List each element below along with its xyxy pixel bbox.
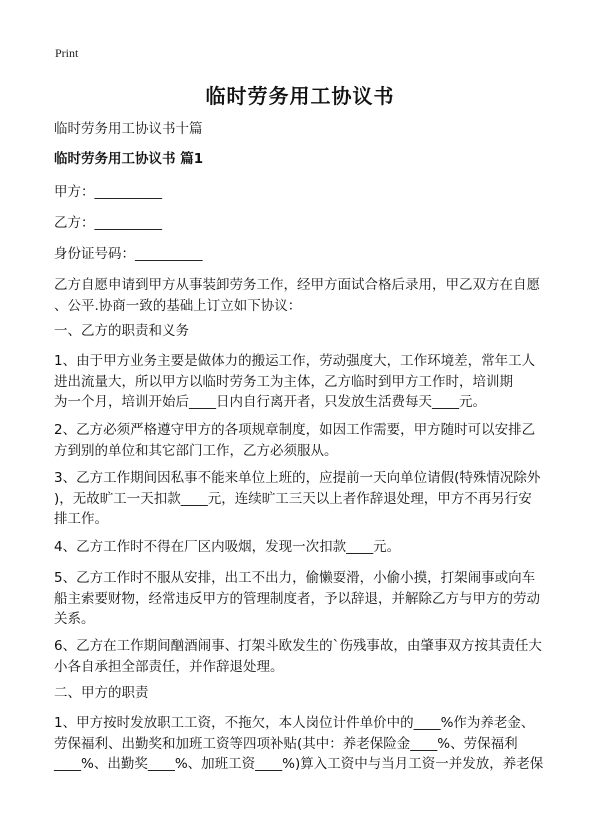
- document-title: 临时劳务用工协议书: [205, 84, 395, 108]
- intro-paragraph: [54, 275, 554, 316]
- clause-3: [54, 468, 554, 530]
- clause-1: [54, 351, 554, 413]
- party-a-field: 甲方：__________: [54, 184, 162, 200]
- clause-line: 方到别的单位和其它部门工作，乙方必须服从。: [54, 442, 338, 459]
- clause-line: ____%、出勤奖____%、加班工资____%)算入工资中与当月工资一并发放，养老保: [54, 756, 544, 772]
- clause-line: 为一个月，培训开始后____日内自行离开者，只发放生活费每天____元。: [54, 394, 486, 410]
- clause-line: 3、乙方工作期间因私事不能来单位上班的，应提前一天向单位请假(特殊情况除外: [54, 470, 541, 486]
- clause-line: 排工作。: [54, 511, 108, 527]
- clause-line: 劳保福利、出勤奖和加班工资等四项补贴(其中：养老保险金____%、劳保福利: [54, 735, 518, 752]
- clause-line: 1、甲方按时发放职工工资，不拖欠，本人岗位计件单价中的____%作为养老金、: [54, 715, 535, 731]
- clause-line: 5、乙方工作时不服从安排，出工不出力，偷懒耍滑，小偷小摸，打架闹事或向车: [54, 570, 536, 586]
- clause-line: 船主索要财物，经常违反甲方的管理制度者，予以辞退，并解除乙方与甲方的劳动: [54, 590, 540, 607]
- intro-line: 乙方自愿申请到甲方从事装卸劳务工作，经甲方面试合格后录用，甲乙双方在自愿: [54, 277, 540, 293]
- intro-line: 、公平.协商一致的基础上订立如下协议：: [54, 297, 302, 314]
- heading-party-a-duties: 二、甲方的职责: [54, 685, 149, 701]
- section-title: 临时劳务用工协议书 篇1: [54, 151, 204, 167]
- clause-line: 6、乙方在工作期间酗酒闹事、打架斗欧发生的`伤残事故，由肇事双方按其责任大: [54, 638, 542, 654]
- clause-4: [54, 537, 554, 558]
- document-subtitle: 临时劳务用工协议书十篇: [54, 121, 203, 137]
- id-number-field: 身份证号码：__________: [54, 246, 203, 262]
- clause-line: 小各自承担全部责任，并作辞退处理。: [54, 658, 284, 675]
- clause-6: [54, 636, 554, 677]
- clause-7: [54, 713, 554, 775]
- clause-line: 进出流量大，所以甲方以临时劳务工为主体，乙方临时到甲方工作时，培训期: [54, 373, 513, 390]
- heading-party-b-duties: 一、乙方的职责和义务: [54, 323, 189, 339]
- clause-line: 关系。: [54, 611, 95, 627]
- party-b-field: 乙方：__________: [54, 215, 162, 231]
- clause-line: )，无故旷工一天扣款____元，连续旷工三天以上者作辞退处理，甲方不再另行安: [54, 490, 532, 507]
- clause-5: [54, 568, 554, 630]
- clause-line: 2、乙方必须严格遵守甲方的各项规章制度，如因工作需要，甲方随时可以安排乙: [54, 422, 536, 438]
- clause-line: 1、由于甲方业务主要是做体力的搬运工作，劳动强度大，工作环境差，常年工人: [54, 353, 536, 369]
- clause-line: 4、乙方工作时不得在厂区内吸烟，发现一次扣款____元。: [54, 539, 401, 555]
- print-label[interactable]: Print: [55, 46, 79, 60]
- clause-2: [54, 420, 554, 461]
